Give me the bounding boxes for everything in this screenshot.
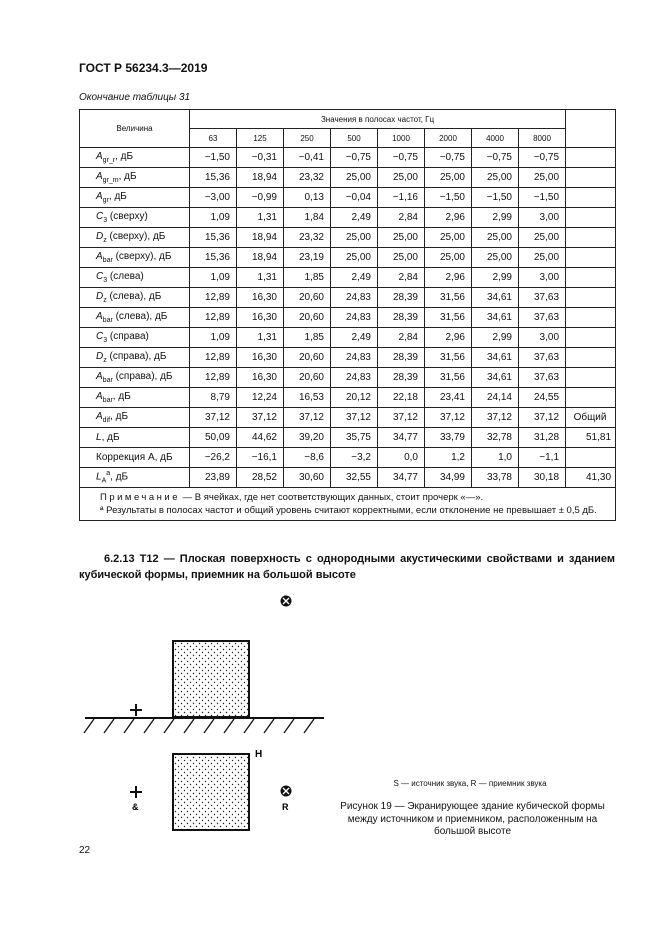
- value-cell: 37,12: [472, 408, 519, 428]
- value-cell: 25,00: [378, 228, 425, 248]
- value-cell: 2,96: [425, 268, 472, 288]
- value-cell: 34,77: [378, 468, 425, 488]
- frequency-header: Значения в полосах частот, Гц: [190, 110, 566, 129]
- value-cell: −0,75: [425, 148, 472, 168]
- value-cell: 37,12: [378, 408, 425, 428]
- value-cell: 1,31: [237, 328, 284, 348]
- value-cell: −0,75: [519, 148, 566, 168]
- value-cell: 15,36: [190, 228, 237, 248]
- value-cell: 31,56: [425, 308, 472, 328]
- value-cell: 16,30: [237, 308, 284, 328]
- quantity-cell: $C_3$ (справа): [80, 328, 190, 348]
- quantity-cell: $A_{bar}$, дБ: [80, 388, 190, 408]
- value-cell: 16,30: [237, 348, 284, 368]
- value-cell: 12,89: [190, 308, 237, 328]
- value-cell: 1,2: [425, 448, 472, 468]
- value-cell: 8,79: [190, 388, 237, 408]
- value-cell: 1,09: [190, 268, 237, 288]
- value-cell: −0,99: [237, 188, 284, 208]
- value-cell: 2,49: [331, 328, 378, 348]
- value-cell: 37,12: [284, 408, 331, 428]
- value-cell: 24,83: [331, 348, 378, 368]
- value-cell: 37,63: [519, 288, 566, 308]
- frequency-1000: 1000: [378, 129, 425, 148]
- value-cell: −1,50: [425, 188, 472, 208]
- value-cell: 20,60: [284, 308, 331, 328]
- value-cell: 30,60: [284, 468, 331, 488]
- value-cell: 2,49: [331, 208, 378, 228]
- value-cell: 15,36: [190, 248, 237, 268]
- value-cell: −0,75: [378, 148, 425, 168]
- value-cell: 34,61: [472, 288, 519, 308]
- value-cell: 25,00: [331, 248, 378, 268]
- source-symbol-plan: [130, 786, 142, 798]
- quantity-cell: $D_z$ (слева), дБ: [80, 288, 190, 308]
- value-cell: 12,24: [237, 388, 284, 408]
- value-cell: −0,41: [284, 148, 331, 168]
- value-cell: 23,32: [284, 228, 331, 248]
- value-cell: 32,55: [331, 468, 378, 488]
- figure-legend: S — источник звука, R — приемник звука: [393, 779, 547, 788]
- value-cell: −1,50: [472, 188, 519, 208]
- value-cell: −16,1: [237, 448, 284, 468]
- page-number: 22: [79, 845, 91, 856]
- quantity-header: Величина: [80, 110, 190, 148]
- quantity-cell: $A_{bar}$ (слева), дБ: [80, 308, 190, 328]
- value-cell: −1,1: [519, 448, 566, 468]
- value-cell: 37,63: [519, 368, 566, 388]
- quantity-cell: $C_3$ (слева): [80, 268, 190, 288]
- value-cell: 20,12: [331, 388, 378, 408]
- value-cell: 25,00: [519, 228, 566, 248]
- value-cell: 28,39: [378, 288, 425, 308]
- value-cell: 12,89: [190, 348, 237, 368]
- value-cell: 15,36: [190, 168, 237, 188]
- value-cell: 2,84: [378, 328, 425, 348]
- value-cell: 24,83: [331, 368, 378, 388]
- value-cell: 23,89: [190, 468, 237, 488]
- document-header: ГОСТ Р 56234.3—2019: [79, 61, 208, 75]
- quantity-cell: $A_{dif}$, дБ: [80, 408, 190, 428]
- ground-surface: [84, 718, 324, 733]
- value-cell: 18,94: [237, 228, 284, 248]
- value-cell: 2,99: [472, 208, 519, 228]
- building-elevation: [173, 641, 249, 717]
- value-cell: 34,77: [378, 428, 425, 448]
- value-cell: 23,41: [425, 388, 472, 408]
- value-cell: 25,00: [472, 228, 519, 248]
- receiver-symbol-plan: [281, 786, 292, 797]
- value-cell: 23,19: [284, 248, 331, 268]
- quantity-cell: Коррекция А, дБ: [80, 448, 190, 468]
- label-h: H: [255, 749, 263, 760]
- value-cell: 24,83: [331, 288, 378, 308]
- value-cell: 1,09: [190, 328, 237, 348]
- building-plan: [173, 754, 249, 830]
- value-cell: 25,00: [425, 248, 472, 268]
- value-cell: 33,79: [425, 428, 472, 448]
- value-cell: 28,52: [237, 468, 284, 488]
- value-cell: 37,12: [519, 408, 566, 428]
- frequency-2000: 2000: [425, 129, 472, 148]
- value-cell: 2,49: [331, 268, 378, 288]
- value-cell: −0,31: [237, 148, 284, 168]
- value-cell: 34,61: [472, 308, 519, 328]
- value-cell: 3,00: [519, 328, 566, 348]
- value-cell: 37,12: [331, 408, 378, 428]
- value-cell: 37,12: [190, 408, 237, 428]
- value-cell: −3,00: [190, 188, 237, 208]
- value-cell: −8,6: [284, 448, 331, 468]
- value-cell: 37,63: [519, 308, 566, 328]
- value-cell: 12,89: [190, 368, 237, 388]
- quantity-cell: L, дБ: [80, 428, 190, 448]
- table-caption: Окончание таблицы 31: [79, 92, 191, 103]
- overall-cell: 41,30: [566, 468, 616, 488]
- value-cell: −1,50: [190, 148, 237, 168]
- value-cell: 18,94: [237, 248, 284, 268]
- value-cell: −1,50: [519, 188, 566, 208]
- table-footnote: ª Результаты в полосах частот и общий уровень считают корректными, если отклонение не превышает ± 0,5 дБ.: [100, 505, 597, 516]
- value-cell: 31,28: [519, 428, 566, 448]
- value-cell: 24,14: [472, 388, 519, 408]
- value-cell: 16,30: [237, 368, 284, 388]
- value-cell: 20,60: [284, 288, 331, 308]
- value-cell: 16,30: [237, 288, 284, 308]
- value-cell: 39,20: [284, 428, 331, 448]
- value-cell: 2,96: [425, 208, 472, 228]
- value-cell: −1,16: [378, 188, 425, 208]
- value-cell: −3,2: [331, 448, 378, 468]
- value-cell: 28,39: [378, 348, 425, 368]
- value-cell: 3,00: [519, 208, 566, 228]
- value-cell: 18,94: [237, 168, 284, 188]
- frequency-250: 250: [284, 129, 331, 148]
- value-cell: 50,09: [190, 428, 237, 448]
- value-cell: 1,85: [284, 328, 331, 348]
- value-cell: 37,12: [425, 408, 472, 428]
- value-cell: −26,2: [190, 448, 237, 468]
- value-cell: 1,31: [237, 268, 284, 288]
- section-heading: 6.2.13 Т12 — Плоская поверхность с однородными акустическими свойствами и зданием кубической формы, приемник на большой высоте: [79, 553, 615, 581]
- overall-cell: Общий: [566, 408, 616, 428]
- value-cell: 25,00: [519, 248, 566, 268]
- value-cell: 1,84: [284, 208, 331, 228]
- value-cell: 24,55: [519, 388, 566, 408]
- value-cell: 31,56: [425, 288, 472, 308]
- value-cell: 1,31: [237, 208, 284, 228]
- value-cell: 2,99: [472, 328, 519, 348]
- value-cell: 0,0: [378, 448, 425, 468]
- overall-cell: 51,81: [566, 428, 616, 448]
- value-cell: 30,18: [519, 468, 566, 488]
- value-cell: 2,84: [378, 208, 425, 228]
- value-cell: 33,78: [472, 468, 519, 488]
- value-cell: 44,62: [237, 428, 284, 448]
- figure-caption: Рисунок 19 — Экранирующее здание кубической формы между источником и приемником, расположенным на большой высоте: [340, 801, 605, 837]
- value-cell: 37,63: [519, 348, 566, 368]
- value-cell: 2,96: [425, 328, 472, 348]
- frequency-4000: 4000: [472, 129, 519, 148]
- value-cell: −0,75: [472, 148, 519, 168]
- quantity-cell: $A_{gr\_m}$, дБ: [80, 168, 190, 188]
- value-cell: 20,60: [284, 368, 331, 388]
- value-cell: 22,18: [378, 388, 425, 408]
- value-cell: 25,00: [331, 228, 378, 248]
- value-cell: 25,00: [425, 168, 472, 188]
- value-cell: −0,04: [331, 188, 378, 208]
- table-note: Примечание — В ячейках, где нет соответствующих данных, стоит прочерк «—». ª Результаты в полосах частот и общий уровень считают корректными, если отклонение не превышает ± 0,5 дБ.: [80, 488, 616, 521]
- value-cell: 25,00: [519, 168, 566, 188]
- value-cell: 25,00: [378, 168, 425, 188]
- value-cell: 24,83: [331, 308, 378, 328]
- value-cell: 2,84: [378, 268, 425, 288]
- frequency-125: 125: [237, 129, 284, 148]
- value-cell: 34,61: [472, 368, 519, 388]
- value-cell: 25,00: [378, 248, 425, 268]
- value-cell: 12,89: [190, 288, 237, 308]
- value-cell: 1,0: [472, 448, 519, 468]
- quantity-cell: $A_{bar}$ (справа), дБ: [80, 368, 190, 388]
- value-cell: −0,75: [331, 148, 378, 168]
- value-cell: 16,53: [284, 388, 331, 408]
- quantity-cell: $D_z$ (сверху), дБ: [80, 228, 190, 248]
- value-cell: 3,00: [519, 268, 566, 288]
- label-r: R: [282, 802, 289, 812]
- receiver-symbol-elevation: [281, 596, 292, 607]
- value-cell: 32,78: [472, 428, 519, 448]
- value-cell: 28,39: [378, 368, 425, 388]
- value-cell: 25,00: [472, 248, 519, 268]
- label-s: &: [132, 802, 139, 812]
- frequency-500: 500: [331, 129, 378, 148]
- value-cell: 28,39: [378, 308, 425, 328]
- quantity-cell: $A_{gr}$, дБ: [80, 188, 190, 208]
- value-cell: 1,85: [284, 268, 331, 288]
- value-cell: 1,09: [190, 208, 237, 228]
- value-cell: 25,00: [331, 168, 378, 188]
- frequency-63: 63: [190, 129, 237, 148]
- value-cell: 31,56: [425, 368, 472, 388]
- value-cell: 31,56: [425, 348, 472, 368]
- quantity-cell: $A_{gr\_r}$, дБ: [80, 148, 190, 168]
- value-cell: 34,99: [425, 468, 472, 488]
- value-cell: 20,60: [284, 348, 331, 368]
- value-cell: 0,13: [284, 188, 331, 208]
- source-symbol-elevation: [130, 704, 142, 716]
- frequency-8000: 8000: [519, 129, 566, 148]
- value-cell: 25,00: [425, 228, 472, 248]
- value-cell: 34,61: [472, 348, 519, 368]
- quantity-cell: $D_z$ (справа), дБ: [80, 348, 190, 368]
- value-cell: 23,32: [284, 168, 331, 188]
- value-cell: 37,12: [237, 408, 284, 428]
- quantity-cell: $C_3$ (сверху): [80, 208, 190, 228]
- value-cell: 2,99: [472, 268, 519, 288]
- value-cell: 35,75: [331, 428, 378, 448]
- quantity-cell: $L_A^a$, дБ: [80, 468, 190, 488]
- value-cell: 25,00: [472, 168, 519, 188]
- quantity-cell: $A_{bar}$ (сверху), дБ: [80, 248, 190, 268]
